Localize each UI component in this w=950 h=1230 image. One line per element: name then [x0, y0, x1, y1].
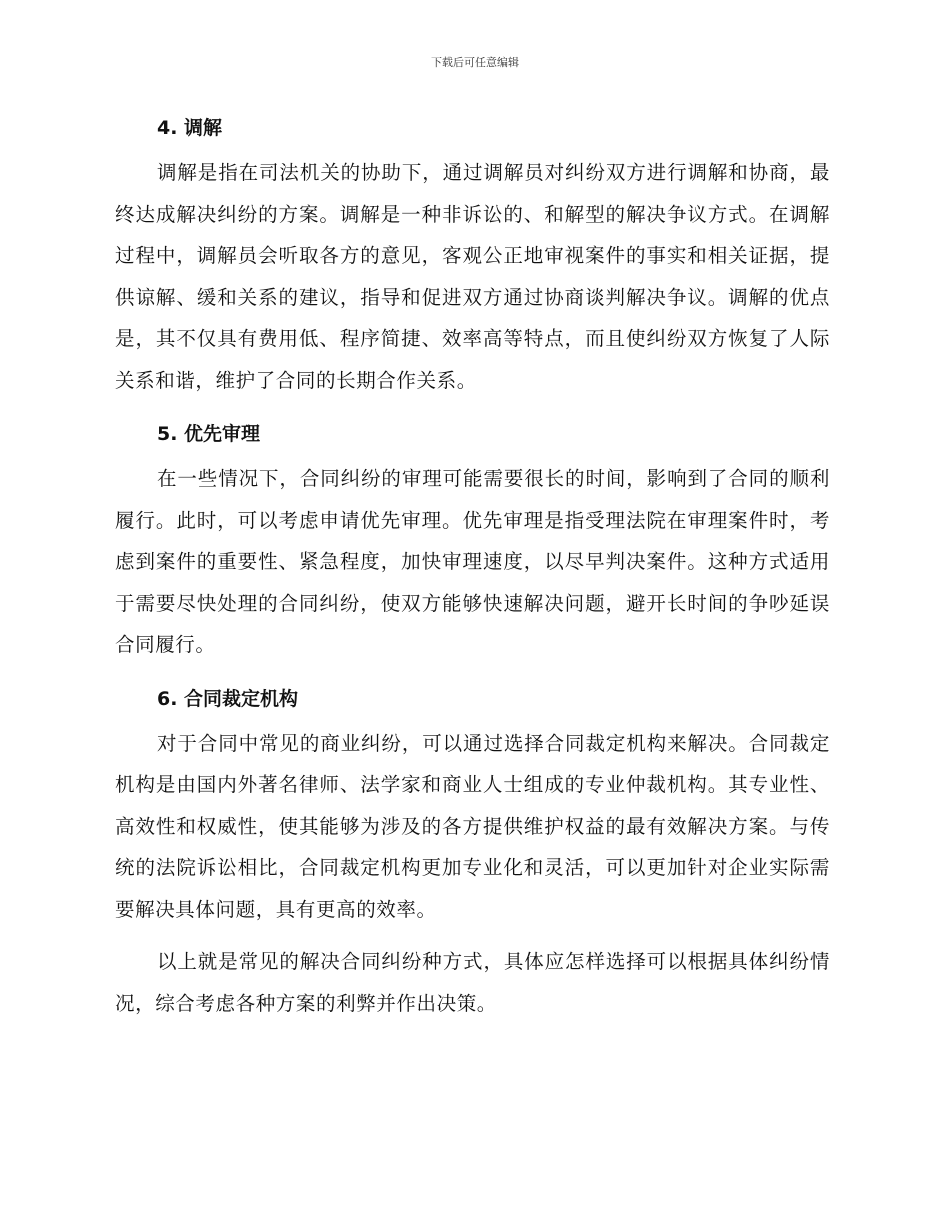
paragraph-priority-trial: 在一些情况下，合同纠纷的审理可能需要很长的时间，影响到了合同的顺利履行。此时，可以考虑申请优先审理。优先审理是指受理法院在审理案件时，考虑到案件的重要性、紧急程度，加快审理速度，以尽早判决案件。这种方式适用于需要尽快处理的合同纠纷，使双方能够快速解决问题，避开长时间的争吵延误合同履行。 [115, 467, 830, 656]
document-body [115, 108, 830, 1024]
section-heading-contract-arbitration-body: 6. 合同裁定机构 [157, 687, 299, 710]
section-heading-mediation: 4. 调解 [157, 117, 223, 139]
paragraph-conclusion: 以上就是常见的解决合同纠纷种方式，具体应怎样选择可以根据具体纠纷情况，综合考虑各种方案的利弊并作出决策。 [115, 950, 830, 1015]
paragraph-contract-arbitration-body: 对于合同中常见的商业纠纷，可以通过选择合同裁定机构来解决。合同裁定机构是由国内外著名律师、法学家和商业人士组成的专业仲裁机构。其专业性、高效性和权威性，使其能够为涉及的各方提供维护权益的最有效解决方案。与传统的法院诉讼相比，合同裁定机构更加专业化和灵活，可以更加针对企业实际需要解决具体问题，具有更高的效率。 [115, 731, 830, 921]
section-heading-priority-trial: 5. 优先审理 [157, 423, 261, 445]
header-note: 下载后可任意编辑 [431, 56, 519, 69]
paragraph-mediation: 调解是指在司法机关的协助下，通过调解员对纠纷双方进行调解和协商，最终达成解决纠纷的方案。调解是一种非诉讼的、和解型的解决争议方式。在调解过程中，调解员会听取各方的意见，客观公正地审视案件的事实和相关证据，提供谅解、缓和关系的建议，指导和促进双方通过协商谈判解决争议。调解的优点是，其不仅具有费用低、程序简捷、效率高等特点，而且使纠纷双方恢复了人际关系和谐，维护了合同的长期合作关系。 [115, 161, 830, 392]
